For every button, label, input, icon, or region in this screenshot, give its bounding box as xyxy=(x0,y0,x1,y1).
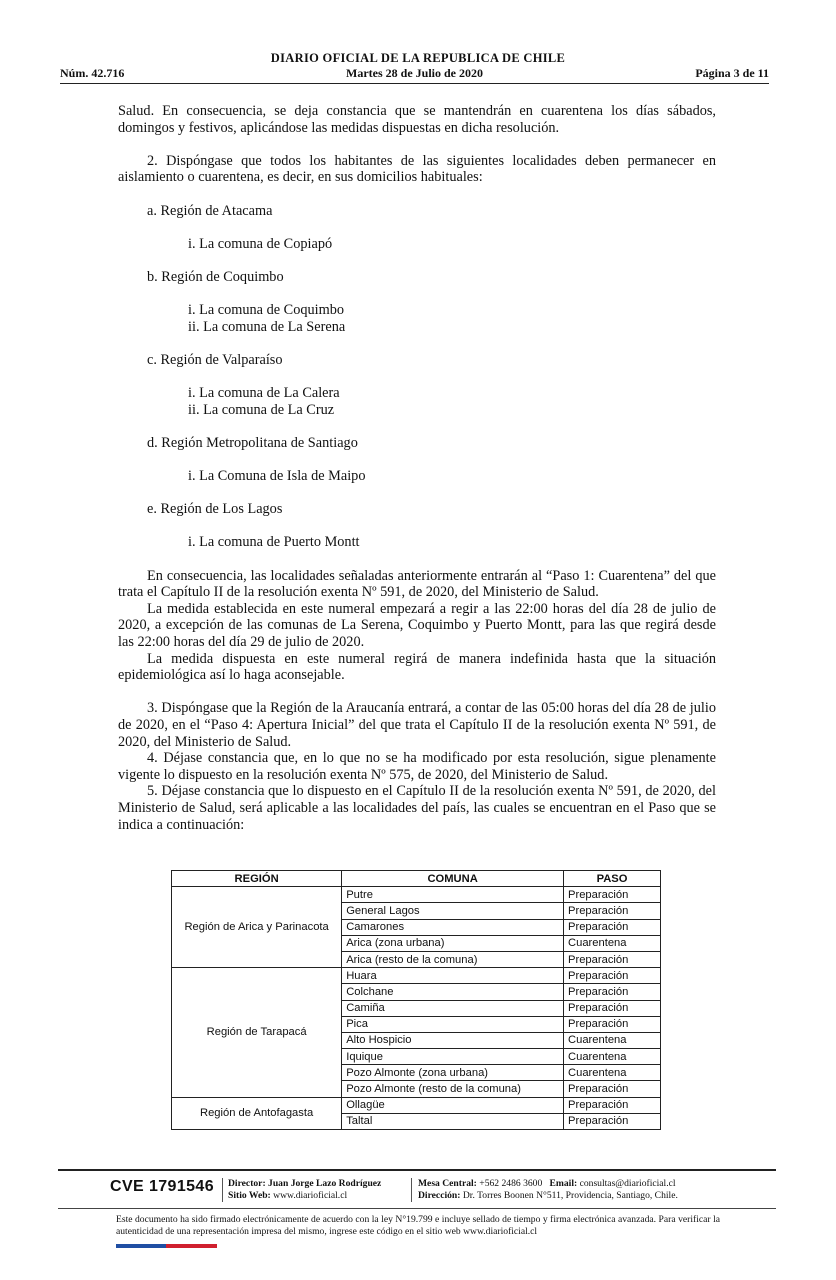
commune-item: i. La comuna de Copiapó xyxy=(188,235,333,252)
step-cell: Preparación xyxy=(564,1113,661,1129)
column-header-comuna: COMUNA xyxy=(342,871,564,887)
step-cell: Preparación xyxy=(564,887,661,903)
commune-cell: Arica (zona urbana) xyxy=(342,935,564,951)
commune-cell: Pica xyxy=(342,1016,564,1032)
footer-divider xyxy=(58,1169,776,1171)
region-label: a. Región de Atacama xyxy=(147,202,273,219)
region-cell: Región de Antofagasta xyxy=(172,1097,342,1129)
region-cell: Región de Arica y Parinacota xyxy=(172,887,342,968)
step-cell: Preparación xyxy=(564,984,661,1000)
step-cell: Preparación xyxy=(564,1097,661,1113)
region-label: c. Región de Valparaíso xyxy=(147,351,283,368)
step-cell: Cuarentena xyxy=(564,1032,661,1048)
commune-cell: Putre xyxy=(342,887,564,903)
paragraph-3: 3. Dispóngase que la Región de la Araucanía entrará, a contar de las 05:00 horas del día 28 de julio de 2020, en el “Paso 4: Apertura Inicial” del que trata el Capítulo II de la resolución exenta Nº 591, de 2020, del Ministerio de Salud. xyxy=(118,700,716,750)
paragraph-5: 5. Déjase constancia que lo dispuesto en el Capítulo II de la resolución exenta Nº 591, de 2020, del Ministerio de Salud, será aplicable a las localidades del país, las cuales se encuentran en el Paso que se indica a continuación: xyxy=(118,783,716,833)
step-cell: Preparación xyxy=(564,919,661,935)
commune-cell: Pozo Almonte (zona urbana) xyxy=(342,1065,564,1081)
commune-cell: Arica (resto de la comuna) xyxy=(342,951,564,967)
paragraph-indefinida: La medida dispuesta en este numeral regirá de manera indefinida hasta que la situación epidemiológica así lo haga aconsejable. xyxy=(118,650,716,684)
commune-item: i. La comuna de Coquimbo xyxy=(188,302,345,319)
step-cell: Preparación xyxy=(564,951,661,967)
region-label: b. Región de Coquimbo xyxy=(147,268,284,285)
commune-cell: Colchane xyxy=(342,984,564,1000)
commune-item: ii. La comuna de La Cruz xyxy=(188,401,335,418)
footer-separator xyxy=(222,1178,223,1202)
region-label: e. Región de Los Lagos xyxy=(147,501,283,518)
flag-bar-red xyxy=(166,1244,217,1248)
commune-cell: General Lagos xyxy=(342,903,564,919)
commune-cell: Ollagüe xyxy=(342,1097,564,1113)
step-cell: Cuarentena xyxy=(564,1065,661,1081)
footer-divider-thin xyxy=(58,1208,776,1209)
page-indicator: Página 3 de 11 xyxy=(695,66,769,80)
paragraph-medida: La medida establecida en este numeral empezará a regir a las 22:00 horas del día 28 de julio de 2020, a excepción de las comunas de La Serena, Coquimbo y Puerto Montt, para las que regirá desde las 22:00 horas del día 29 de julio de 2020. xyxy=(118,600,716,650)
column-header-region: REGIÓN xyxy=(172,871,342,887)
step-cell: Preparación xyxy=(564,1016,661,1032)
step-cell: Cuarentena xyxy=(564,935,661,951)
commune-cell: Pozo Almonte (resto de la comuna) xyxy=(342,1081,564,1097)
commune-item: i. La comuna de La Calera xyxy=(188,385,340,402)
footer-separator xyxy=(411,1178,412,1202)
footer-contact-block: Mesa Central: +562 2486 3600 Email: consultas@diarioficial.cl Dirección: Dr. Torres Boonen N°511, Providencia, Santiago, Chile. xyxy=(418,1178,678,1201)
issue-date: Martes 28 de Julio de 2020 xyxy=(346,66,483,80)
steps-table xyxy=(171,870,661,1130)
commune-cell: Alto Hospicio xyxy=(342,1032,564,1048)
cve-code: CVE 1791546 xyxy=(110,1178,215,1195)
footer-director-block: Director: Juan Jorge Lazo Rodríguez Sitio Web: www.diarioficial.cl xyxy=(228,1178,382,1201)
step-cell: Preparación xyxy=(564,968,661,984)
table-row xyxy=(172,1097,661,1113)
table-header-row xyxy=(172,871,661,887)
header-divider xyxy=(60,83,769,84)
signature-note: Este documento ha sido firmado electrónicamente de acuerdo con la ley N°19.799 e incluye sellado de tiempo y firma electrónica avanzada. Para verificar la autenticidad de una representación impresa del mismo, ingrese este código en el sitio web www.diarioficial.cl xyxy=(116,1214,720,1237)
gazette-title: DIARIO OFICIAL DE LA REPUBLICA DE CHILE xyxy=(270,51,566,65)
email-link[interactable]: consultas@diarioficial.cl xyxy=(579,1178,676,1189)
document-body xyxy=(118,103,716,833)
commune-cell: Taltal xyxy=(342,1113,564,1129)
commune-item: i. La Comuna de Isla de Maipo xyxy=(188,468,366,485)
region-cell: Región de Tarapacá xyxy=(172,968,342,1098)
column-header-paso: PASO xyxy=(564,871,661,887)
paragraph-intro: Salud. En consecuencia, se deja constancia que se mantendrán en cuarentena los días sábados, domingos y festivos, aplicándose las medidas dispuestas en dicha resolución. xyxy=(118,103,716,136)
paragraph-consecuencia: En consecuencia, las localidades señaladas anteriormente entrarán al “Paso 1: Cuarentena” del que trata el Capítulo II de la resolución exenta Nº 591, de 2020, del Ministerio de Salud. xyxy=(118,567,716,601)
flag-bar-blue xyxy=(116,1244,166,1248)
table-row xyxy=(172,968,661,984)
commune-cell: Iquique xyxy=(342,1049,564,1065)
table-row xyxy=(172,887,661,903)
step-cell: Preparación xyxy=(564,903,661,919)
commune-item: i. La comuna de Puerto Montt xyxy=(188,534,360,551)
region-label: d. Región Metropolitana de Santiago xyxy=(147,434,358,451)
commune-cell: Camiña xyxy=(342,1000,564,1016)
paragraph-4: 4. Déjase constancia que, en lo que no se ha modificado por esta resolución, sigue plenamente vigente lo dispuesto en la resolución exenta Nº 575, de 2020, del Ministerio de Salud. xyxy=(118,750,716,783)
paragraph-2: 2. Dispóngase que todos los habitantes de las siguientes localidades deben permanecer en aislamiento o cuarentena, es decir, en sus domicilios habituales: xyxy=(118,152,716,186)
step-cell: Cuarentena xyxy=(564,1049,661,1065)
commune-item: ii. La comuna de La Serena xyxy=(188,318,346,335)
website-link[interactable]: www.diarioficial.cl xyxy=(273,1189,348,1201)
director-name: Juan Jorge Lazo Rodríguez xyxy=(268,1178,382,1189)
issue-number: Núm. 42.716 xyxy=(60,66,125,80)
address: Dr. Torres Boonen N°511, Providencia, Santiago, Chile. xyxy=(462,1189,678,1201)
step-cell: Preparación xyxy=(564,1000,661,1016)
table-body xyxy=(172,887,661,1130)
phone-number: +562 2486 3600 xyxy=(479,1178,543,1189)
commune-cell: Huara xyxy=(342,968,564,984)
step-cell: Preparación xyxy=(564,1081,661,1097)
commune-cell: Camarones xyxy=(342,919,564,935)
